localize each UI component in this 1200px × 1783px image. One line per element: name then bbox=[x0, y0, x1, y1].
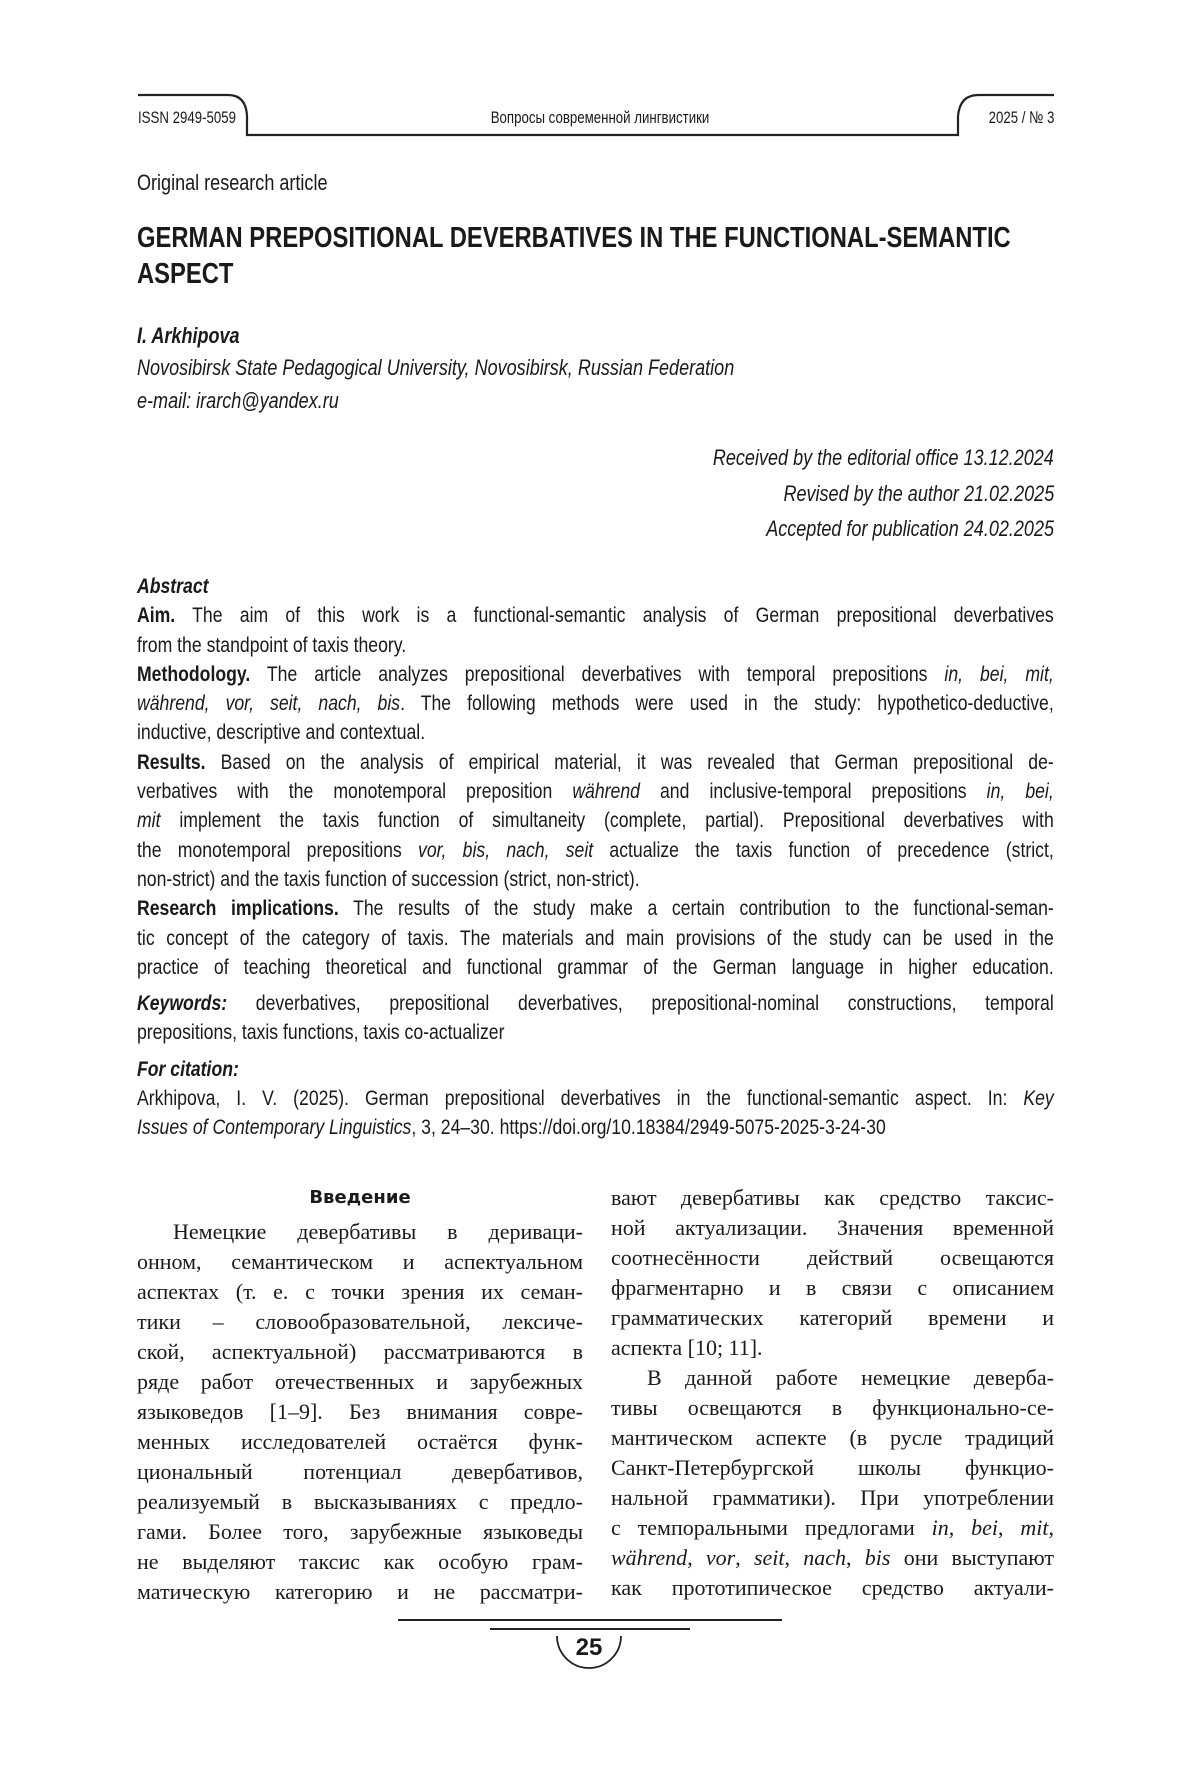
paragraph bbox=[137, 1217, 583, 1607]
italic-run: bei bbox=[971, 1515, 998, 1540]
text-line bbox=[137, 1397, 583, 1427]
text-line bbox=[137, 1337, 583, 1367]
text-line bbox=[137, 1307, 583, 1337]
text-run: как прототипическое средство актуали- bbox=[611, 1575, 1054, 1600]
text-line bbox=[137, 1217, 583, 1247]
text-run: actualize the taxis function of precedence (strict, bbox=[593, 838, 1054, 862]
text-line bbox=[611, 1333, 1054, 1363]
bold-run: Methodology. bbox=[137, 662, 250, 686]
journal-title: Вопросы современной лингвистики bbox=[491, 108, 710, 128]
text-run: соотнесённости действий освещаются bbox=[611, 1245, 1054, 1270]
text-run: матическую категорию и не рассматри- bbox=[137, 1579, 583, 1604]
text-line bbox=[137, 718, 1054, 747]
italic-run: vor, bis, nach, seit bbox=[418, 838, 593, 862]
text-line bbox=[611, 1183, 1054, 1213]
text-line bbox=[137, 1457, 583, 1487]
text-run: the monotemporal prepositions bbox=[137, 838, 418, 862]
text-line bbox=[611, 1543, 1054, 1573]
text-line bbox=[137, 1487, 583, 1517]
text-line bbox=[137, 689, 1054, 718]
italic-run: nach bbox=[803, 1545, 846, 1570]
text-line bbox=[137, 777, 1054, 806]
text-run: , bbox=[687, 1545, 706, 1570]
text-run: practice of teaching theoretical and functional grammar of the German language in higher education. bbox=[137, 955, 1054, 979]
text-line bbox=[137, 1277, 583, 1307]
text-line bbox=[137, 924, 1054, 953]
bold-run: For citation: bbox=[137, 1057, 239, 1081]
body-column-left bbox=[137, 1183, 583, 1607]
text-run: ской, аспектуальной) рассматриваются в bbox=[137, 1339, 583, 1364]
text-line bbox=[611, 1423, 1054, 1453]
text-line bbox=[137, 894, 1054, 923]
text-run: from the standpoint of taxis theory. bbox=[137, 633, 406, 657]
text-line bbox=[137, 1055, 1054, 1084]
text-run: Arkhipova, I. V. (2025). German prepositional deverbatives in the functional-semantic aspect. In: bbox=[137, 1086, 1023, 1110]
issn: ISSN 2949-5059 bbox=[138, 108, 236, 128]
italic-run: mit bbox=[1020, 1515, 1048, 1540]
italic-run: während, vor, seit, nach, bis bbox=[137, 691, 400, 715]
text-line bbox=[137, 1113, 1054, 1142]
text-run: мантическом аспекте (в русле традиций bbox=[611, 1425, 1054, 1450]
text-run: tic concept of the category of taxis. The materials and main provisions of the study can be used in the bbox=[137, 926, 1054, 950]
text-run: , 3, 24–30. https://doi.org/10.18384/2949-5075-2025-3-24-30 bbox=[411, 1115, 885, 1139]
text-line bbox=[137, 1517, 583, 1547]
text-line bbox=[611, 1513, 1054, 1543]
text-run: The aim of this work is a functional-semantic analysis of German prepositional deverbatives bbox=[175, 603, 1054, 627]
text-line bbox=[137, 660, 1054, 689]
bold-run: Abstract bbox=[137, 574, 209, 598]
text-run: языковедов [1–9]. Без внимания совре- bbox=[137, 1399, 583, 1424]
text-run: implement the taxis function of simultaneity (complete, partial). Prepositional deverbatives with bbox=[161, 808, 1054, 832]
text-line bbox=[611, 1453, 1054, 1483]
text-run: тики – словообразовательной, лексиче- bbox=[137, 1309, 583, 1334]
text-line bbox=[137, 953, 1054, 982]
author-email: e-mail: irarch@yandex.ru bbox=[137, 387, 339, 415]
text-run: The article analyzes prepositional deverbatives with temporal prepositions bbox=[250, 662, 944, 686]
text-line bbox=[137, 631, 1054, 660]
section-heading-introduction: Введение bbox=[137, 1183, 583, 1217]
text-run: ряде работ отечественных и зарубежных bbox=[137, 1369, 583, 1394]
text-run: , bbox=[785, 1545, 804, 1570]
text-run: deverbatives, prepositional deverbatives, prepositional-nominal constructions, temporal bbox=[227, 991, 1054, 1015]
body-column-right bbox=[611, 1183, 1054, 1603]
text-line bbox=[611, 1243, 1054, 1273]
text-run: Санкт-Петербургской школы функцио- bbox=[611, 1455, 1054, 1480]
text-line bbox=[611, 1393, 1054, 1423]
italic-run: in, bei, bbox=[987, 779, 1054, 803]
author-affiliation: Novosibirsk State Pedagogical University, Novosibirsk, Russian Federation bbox=[137, 354, 734, 382]
bold-run: Keywords: bbox=[137, 991, 227, 1015]
text-line bbox=[137, 1547, 583, 1577]
page-number: 25 bbox=[576, 1634, 603, 1662]
text-run: реализуемый в высказываниях с предло- bbox=[137, 1489, 583, 1514]
text-run: inductive, descriptive and contextual. bbox=[137, 720, 425, 744]
italic-run: Issues of Contemporary Linguistics bbox=[137, 1115, 411, 1139]
text-run: они выступают bbox=[890, 1545, 1054, 1570]
text-line bbox=[611, 1213, 1054, 1243]
italic-run: in, bei, mit, bbox=[944, 662, 1053, 686]
text-run: , bbox=[1049, 1515, 1055, 1540]
italic-run: in bbox=[932, 1515, 949, 1540]
text-line bbox=[137, 836, 1054, 865]
text-line bbox=[137, 1084, 1054, 1113]
text-run: verbatives with the monotemporal preposition bbox=[137, 779, 572, 803]
text-run: The results of the study make a certain contribution to the functional-seman- bbox=[339, 896, 1054, 920]
text-run: аспекта [10; 11]. bbox=[611, 1335, 763, 1360]
text-run: с темпоральными предлогами bbox=[611, 1515, 932, 1540]
text-run: , bbox=[949, 1515, 971, 1540]
author-name: I. Arkhipova bbox=[137, 322, 240, 350]
italic-run: seit bbox=[754, 1545, 785, 1570]
text-run: менных исследователей остаётся функ- bbox=[137, 1429, 583, 1454]
text-line bbox=[137, 1018, 1054, 1047]
date-received: Received by the editorial office 13.12.2024 bbox=[713, 444, 1054, 472]
text-run: , bbox=[998, 1515, 1020, 1540]
text-line bbox=[611, 1273, 1054, 1303]
italic-run: während bbox=[611, 1545, 687, 1570]
text-line bbox=[137, 572, 1054, 601]
italic-run: bis bbox=[865, 1545, 891, 1570]
bold-run: Research implications. bbox=[137, 896, 339, 920]
text-run: , bbox=[846, 1545, 865, 1570]
text-run: prepositions, taxis functions, taxis co-actualizer bbox=[137, 1020, 504, 1044]
text-run: , bbox=[735, 1545, 754, 1570]
date-revised: Revised by the author 21.02.2025 bbox=[783, 480, 1054, 508]
text-run: циональный потенциал девербативов, bbox=[137, 1459, 583, 1484]
italic-run: vor bbox=[706, 1545, 735, 1570]
text-line bbox=[137, 806, 1054, 835]
text-run: . The following methods were used in the study: hypothetico-deductive, bbox=[400, 691, 1054, 715]
article-type: Original research article bbox=[137, 169, 327, 197]
bold-run: Aim. bbox=[137, 603, 175, 627]
italic-run: während bbox=[572, 779, 640, 803]
text-run: В данной работе немецкие деверба- bbox=[647, 1365, 1054, 1390]
text-run: аспектах (т. е. с точки зрения их семан- bbox=[137, 1279, 583, 1304]
text-run: фрагментарно и в связи с описанием bbox=[611, 1275, 1054, 1300]
text-run: ной актуализации. Значения временной bbox=[611, 1215, 1054, 1240]
text-run: тивы освещаются в функционально-се- bbox=[611, 1395, 1054, 1420]
text-run: non-strict) and the taxis function of succession (strict, non-strict). bbox=[137, 867, 640, 891]
text-line bbox=[611, 1303, 1054, 1333]
text-line bbox=[611, 1363, 1054, 1393]
text-run: Based on the analysis of empirical material, it was revealed that German prepositional de- bbox=[206, 750, 1054, 774]
text-run: гами. Более того, зарубежные языковеды bbox=[137, 1519, 583, 1544]
italic-run: mit bbox=[137, 808, 161, 832]
text-line bbox=[137, 1247, 583, 1277]
issue-number: 2025 / № 3 bbox=[988, 108, 1054, 128]
text-run: не выделяют таксис как особую грам- bbox=[137, 1549, 583, 1574]
text-line bbox=[137, 748, 1054, 777]
text-run: Немецкие девербативы в дериваци- bbox=[173, 1219, 583, 1244]
text-line bbox=[611, 1483, 1054, 1513]
text-run: вают девербативы как средство таксис- bbox=[611, 1185, 1054, 1210]
text-line bbox=[611, 1573, 1054, 1603]
abstract bbox=[137, 572, 1054, 1143]
bold-run: Results. bbox=[137, 750, 206, 774]
text-run: онном, семантическом и аспектуальном bbox=[137, 1249, 583, 1274]
text-line bbox=[137, 1367, 583, 1397]
text-run: нальной грамматики). При употреблении bbox=[611, 1485, 1054, 1510]
text-run: and inclusive-temporal prepositions bbox=[640, 779, 987, 803]
text-line bbox=[137, 601, 1054, 630]
text-line bbox=[137, 989, 1054, 1018]
date-accepted: Accepted for publication 24.02.2025 bbox=[766, 515, 1054, 543]
text-line bbox=[137, 865, 1054, 894]
text-run: грамматических категорий времени и bbox=[611, 1305, 1054, 1330]
text-line bbox=[137, 1427, 583, 1457]
italic-run: Key bbox=[1023, 1086, 1053, 1110]
article-title: GERMAN PREPOSITIONAL DEVERBATIVES IN THE FUNCTIONAL-SEMANTIC ASPECT bbox=[137, 220, 1064, 292]
